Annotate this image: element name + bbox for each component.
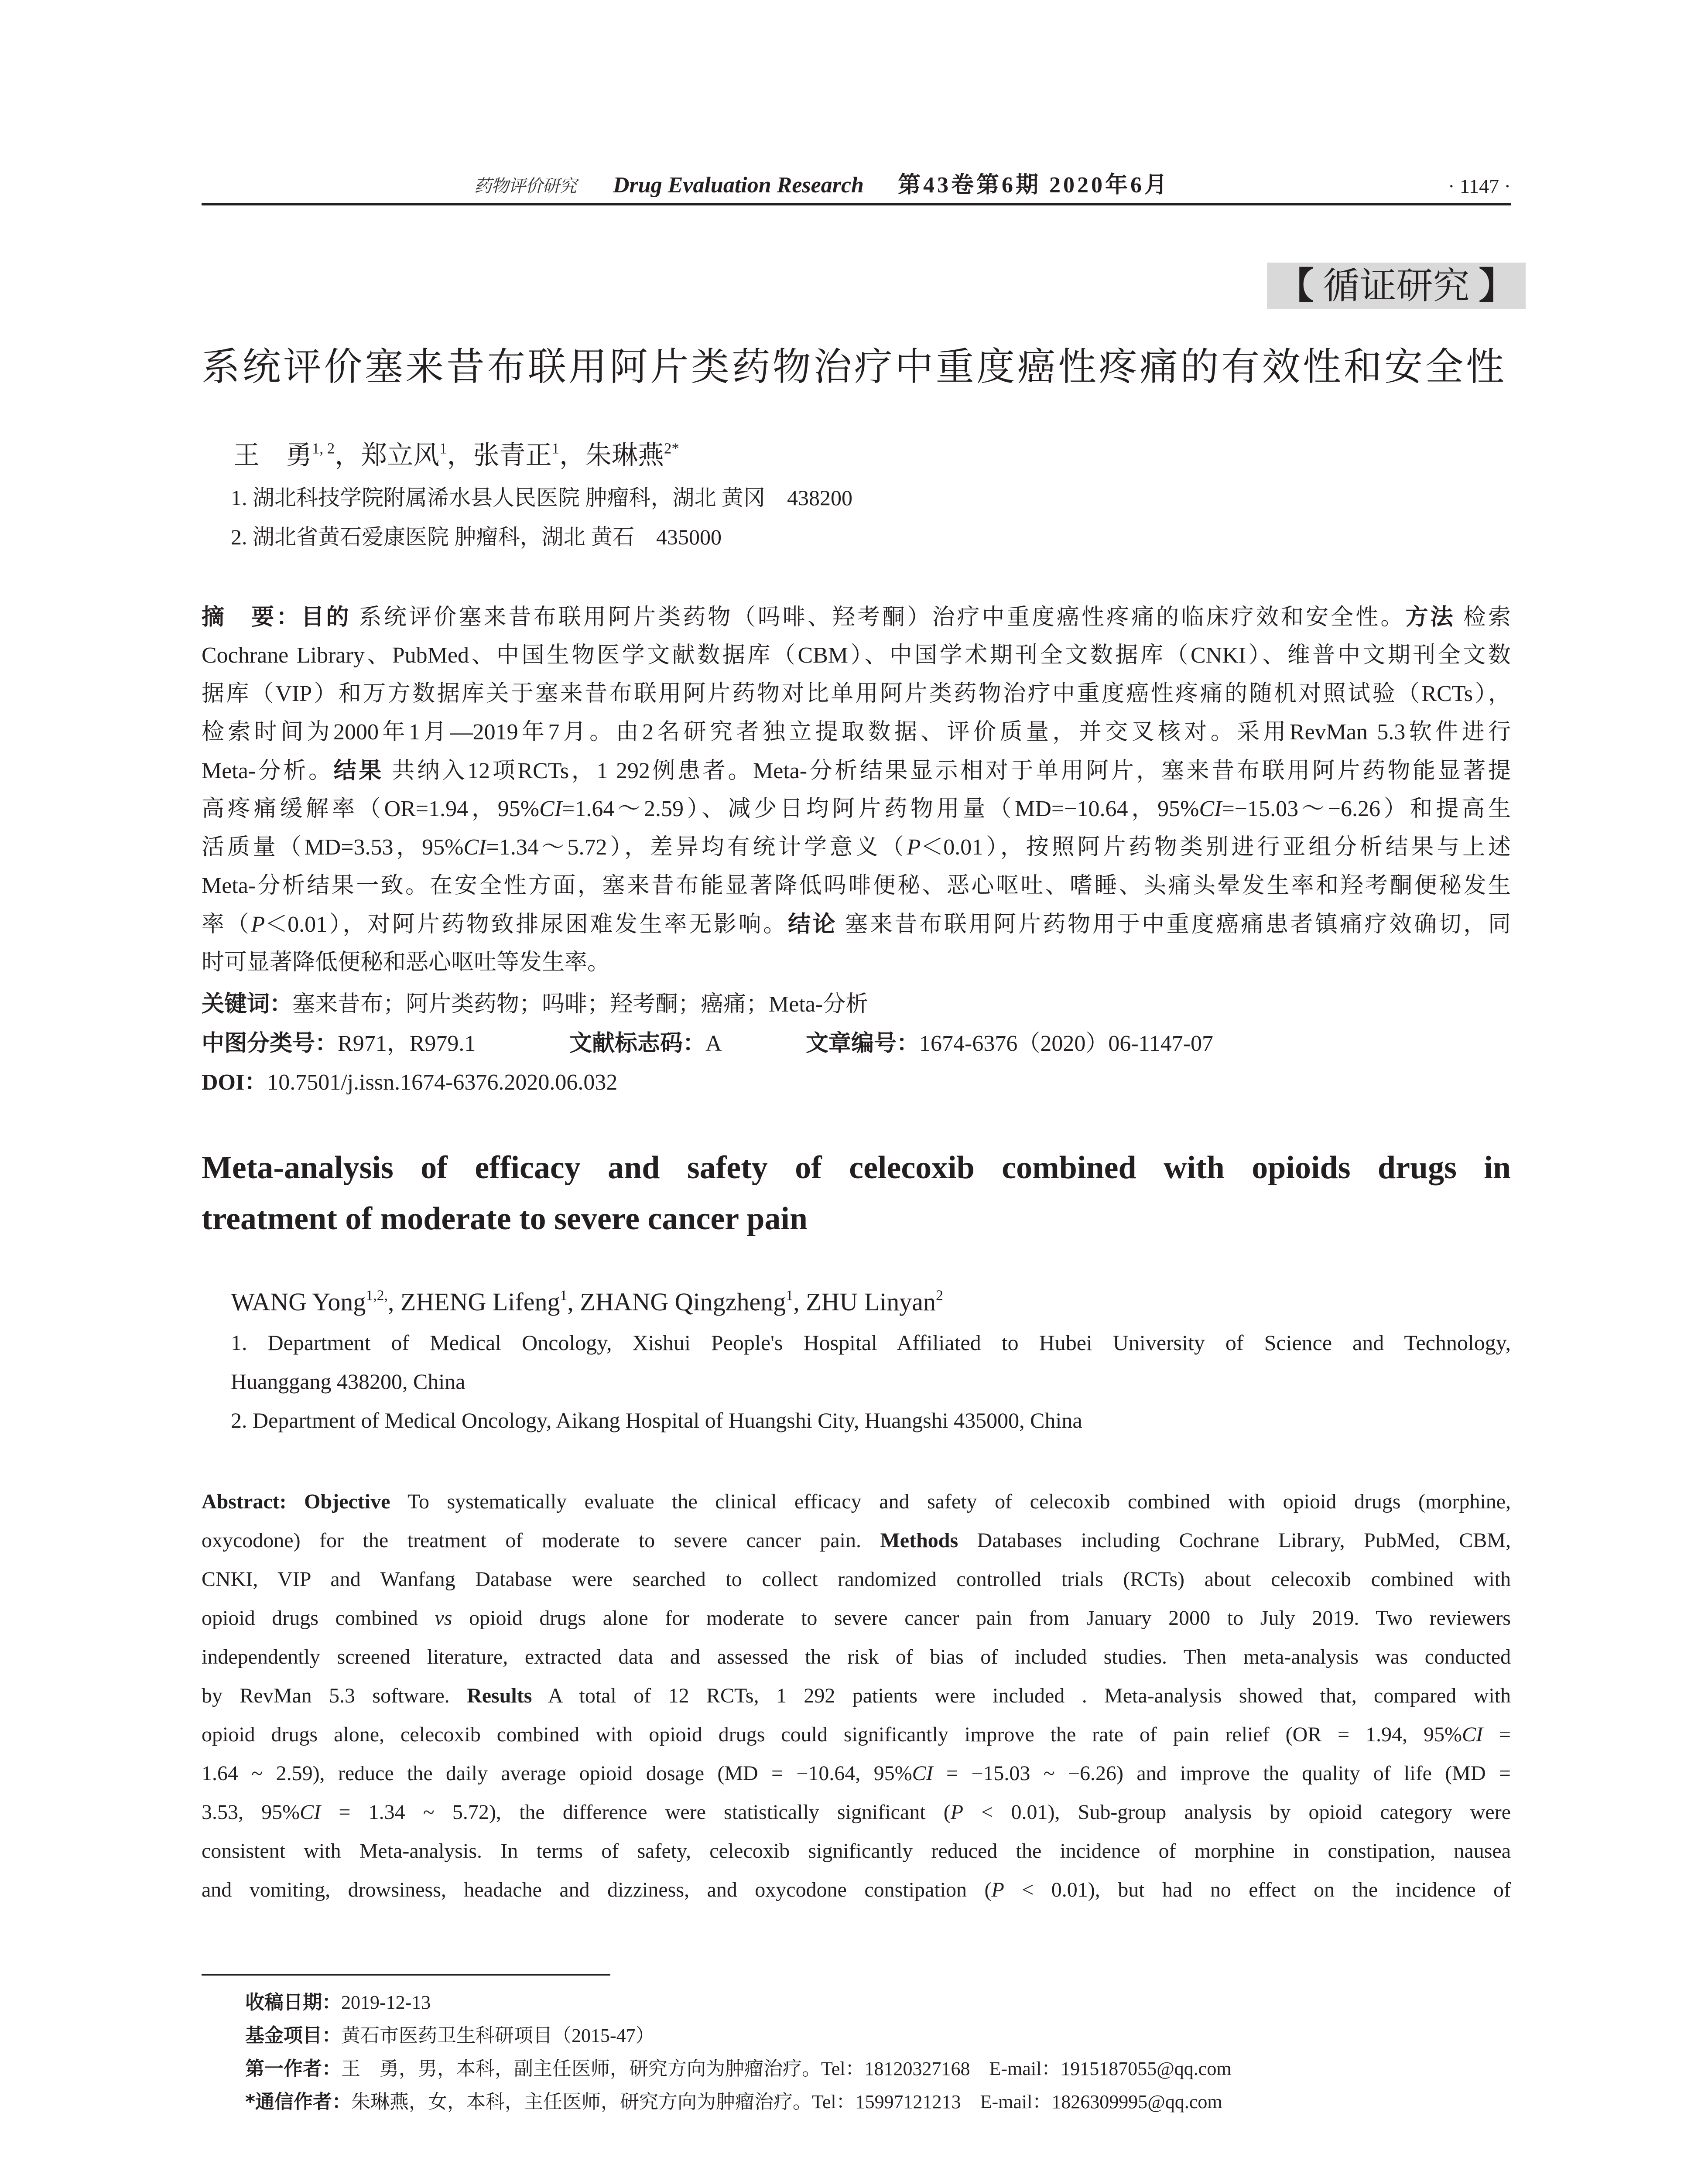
text-run: =1.64～2.59）、减少日均阿片药物用量（MD=−10.64，95% — [562, 797, 1199, 821]
text-run: vs — [435, 1607, 452, 1630]
text-run: = — [1483, 1723, 1511, 1746]
article-number-value: 1674-6376（2020）06-1147-07 — [919, 1031, 1214, 1056]
doi-line — [202, 1063, 1511, 1102]
text-run: Huanggang 438200, China — [231, 1369, 466, 1394]
text-run: ，朱琳燕 — [559, 441, 664, 470]
text-run: WANG Yong — [231, 1288, 366, 1316]
text-run: 1. 湖北科技学院附属浠水县人民医院 肿瘤科，湖北 黄冈 438200 — [231, 485, 852, 510]
text-run: 目的 — [301, 604, 351, 630]
text-run: 检索 — [1455, 605, 1511, 630]
doc-code-label: 文献标志码： — [569, 1030, 706, 1056]
abstract-en — [202, 1482, 1511, 1909]
abstract-en-line — [202, 1599, 1511, 1637]
text-run: CNKI, VIP and Wanfang Database were searched to collect randomized controlled trials (RCTs) about celecoxib combined with — [202, 1568, 1511, 1591]
text-run: by RevMan 5.3 software. — [202, 1684, 467, 1707]
article-number-group — [806, 1024, 1213, 1063]
keywords-line — [202, 985, 1511, 1024]
text-run: 率（ — [202, 912, 251, 937]
text-run: opioid drugs alone, celecoxib combined with opioid drugs could significantly improve the rate of pain relief (OR = 1.94, 95% — [202, 1723, 1462, 1746]
superscript: 1 — [551, 440, 560, 457]
footnote-rule — [202, 1974, 610, 1976]
footnote-label: 基金项目： — [245, 2024, 341, 2047]
abstract-cn-line — [202, 828, 1511, 867]
superscript: 1, 2 — [312, 440, 335, 457]
affiliations-cn — [231, 478, 1511, 557]
text-run: treatment of moderate to severe cancer pain — [202, 1201, 808, 1237]
text-run: independently screened literature, extracted data and assessed the risk of bias of included studies. Then meta-analysis was conducted — [202, 1645, 1511, 1668]
abstract-en-line — [202, 1832, 1511, 1870]
footnote-funding — [245, 2019, 1510, 2052]
abstract-cn-line — [202, 636, 1511, 675]
text-run: 高疼痛缓解率（OR=1.94，95% — [202, 797, 540, 821]
text-run: Meta-分析。 — [202, 759, 334, 783]
abstract-cn-line — [202, 675, 1511, 713]
journal-name: Drug Evaluation Research — [613, 173, 864, 198]
abstract-cn-line — [202, 713, 1511, 752]
text-run: A total of 12 RCTs, 1 292 patients were included . Meta-analysis showed that, compared with — [532, 1684, 1511, 1707]
text-run: Databases including Cochrane Library, PubMed, CBM, — [958, 1529, 1511, 1552]
superscript: 1 — [439, 440, 447, 457]
keywords-text: 塞来昔布；阿片类药物；吗啡；羟考酮；癌痛；Meta-分析 — [292, 992, 869, 1017]
text-run: 结果 — [333, 758, 384, 784]
abstract-en-line — [202, 1715, 1511, 1754]
text-run: 系统评价塞来昔布联用阿片类药物（吗啡、羟考酮）治疗中重度癌性疼痛的临床疗效和安全性。 — [351, 605, 1406, 630]
footnotes — [245, 1986, 1510, 2119]
text-run: 检索时间为2000年1月—2019年7月。由2名研究者独立提取数据、评价质量，并交叉核对。采用RevMan 5.3软件进行 — [202, 720, 1511, 745]
section-tag — [1267, 263, 1526, 309]
authors-en — [231, 1285, 943, 1320]
text-run: Meta-analysis of efficacy and safety of celecoxib combined with opioids drugs in — [202, 1150, 1511, 1186]
text-run: 摘 要： — [202, 604, 301, 630]
text-run: Methods — [880, 1529, 958, 1552]
footnote-received — [245, 1986, 1510, 2019]
abstract-en-line — [202, 1560, 1511, 1599]
footnote-label: 收稿日期： — [245, 1991, 341, 2013]
title-en — [202, 1142, 1511, 1244]
text-run: Abstract: Objective — [202, 1490, 390, 1513]
abstract-cn-line — [202, 867, 1511, 905]
text-run: and vomiting, drowsiness, headache and dizziness, and oxycodone constipation ( — [202, 1878, 992, 1901]
clc-label: 中图分类号： — [202, 1030, 338, 1056]
authors-cn — [233, 438, 679, 473]
superscript: 1 — [560, 1287, 568, 1304]
doc-code-group — [569, 1024, 722, 1063]
text-run: 】 — [1479, 264, 1516, 307]
text-run: 2. 湖北省黄石爱康医院 肿瘤科，湖北 黄石 435000 — [231, 525, 722, 549]
issue-info: 第43卷第6期 2020年6月 — [898, 173, 1170, 198]
abstract-cn — [202, 598, 1511, 982]
text-run: = −15.03 ~ −6.26) and improve the quality of life (MD = — [933, 1762, 1511, 1785]
text-run: opioid drugs combined — [202, 1607, 435, 1630]
text-run: 循证研究 — [1314, 266, 1479, 307]
text-run: 时可显著降低便秘和恶心呕吐等发生率。 — [202, 950, 610, 975]
abstract-en-line — [202, 1521, 1511, 1560]
text-run: P — [991, 1878, 1004, 1901]
text-run: 共纳入12项RCTs，1 292例患者。Meta-分析结果显示相对于单用阿片，塞来昔布联用阿片药物能显著提 — [383, 759, 1511, 783]
text-run: CI — [912, 1762, 933, 1785]
text-run: To systematically evaluate the clinical efficacy and safety of celecoxib combined with opioid drugs (morphine, — [390, 1490, 1511, 1513]
affiliations-en — [231, 1323, 1511, 1440]
text-run: CI — [1199, 797, 1222, 821]
text-run: Cochrane Library、PubMed、中国生物医学文献数据库（CBM）、中国学术期刊全文数据库（CNKI）、维普中文期刊全文数 — [202, 643, 1511, 668]
title-en-line — [202, 1193, 1511, 1244]
text-run: P — [907, 835, 921, 860]
abstract-en-line — [202, 1793, 1511, 1832]
abstract-cn-line — [202, 790, 1511, 828]
text-run: CI — [300, 1801, 321, 1824]
superscript: 2* — [664, 440, 679, 457]
text-run: ，张青正 — [447, 441, 552, 470]
text-run: =1.34～5.72），差异均有统计学意义（ — [486, 835, 907, 860]
footnote-text: 王 勇，男，本科，副主任医师，研究方向为肿瘤治疗。Tel：18120327168 E-mail：1915187055@qq.com — [341, 2058, 1232, 2079]
text-run: < 0.01), but had no effect on the incidence of — [1004, 1878, 1511, 1901]
text-run: CI — [463, 835, 486, 860]
text-run: CI — [539, 797, 562, 821]
title-en-line — [202, 1142, 1511, 1193]
text-run: consistent with Meta-analysis. In terms of safety, celecoxib significantly reduced the incidence of morphine in constipation, nausea — [202, 1839, 1511, 1863]
text-run: , ZHENG Lifeng — [387, 1288, 560, 1316]
footnote-text: 黄石市医药卫生科研项目（2015-47） — [341, 2025, 655, 2046]
affiliation-line — [231, 517, 1511, 557]
clc-group — [202, 1024, 476, 1063]
footnote-text: 朱琳燕，女，本科，主任医师，研究方向为肿瘤治疗。Tel：15997121213 E-mail：1826309995@qq.com — [351, 2091, 1222, 2113]
clc-value: R971，R979.1 — [338, 1031, 476, 1056]
doc-code-value: A — [705, 1031, 722, 1056]
affiliation-line — [231, 1362, 1511, 1401]
text-run: 活质量（MD=3.53，95% — [202, 835, 464, 860]
footnote-label: 第一作者： — [245, 2058, 341, 2080]
page-number: · 1147 · — [1448, 175, 1511, 197]
text-run: < 0.01), Sub-group analysis by opioid category were — [963, 1801, 1511, 1824]
footnote-label: *通信作者： — [245, 2091, 352, 2113]
text-run: P — [251, 912, 265, 937]
abstract-en-line — [202, 1637, 1511, 1676]
abstract-cn-line — [202, 752, 1511, 790]
text-run: Results — [467, 1684, 532, 1707]
text-run: 3.53, 95% — [202, 1801, 300, 1824]
affiliation-line — [231, 478, 1511, 517]
article-number-label: 文章编号： — [806, 1030, 920, 1056]
keywords-label: 关键词： — [202, 991, 293, 1017]
text-run: oxycodone) for the treatment of moderate to severe cancer pain. — [202, 1529, 880, 1552]
journal-logo: 药物评价研究 — [474, 176, 576, 196]
abstract-en-line — [202, 1870, 1511, 1909]
text-run: 据库（VIP）和万方数据库关于塞来昔布联用阿片药物对比单用阿片类药物治疗中重度癌性疼痛的随机对照试验（RCTs）， — [202, 681, 1511, 706]
footnote-first-author — [245, 2052, 1510, 2085]
text-run: 王 勇 — [233, 441, 312, 470]
text-run: = 1.34 ~ 5.72), the difference were statistically significant ( — [321, 1801, 951, 1824]
article-meta — [202, 985, 1511, 1102]
abstract-en-line — [202, 1754, 1511, 1793]
text-run: 塞来昔布联用阿片药物用于中重度癌痛患者镇痛疗效确切，同 — [837, 912, 1511, 937]
doi-value: 10.7501/j.issn.1674-6376.2020.06.032 — [267, 1070, 618, 1095]
abstract-cn-line — [202, 944, 1511, 982]
superscript: 1,2, — [366, 1287, 388, 1304]
text-run: , ZHANG Qingzheng — [567, 1288, 786, 1316]
text-run: 结论 — [787, 911, 838, 937]
text-run: , ZHU Linyan — [793, 1288, 936, 1316]
title-cn: 系统评价塞来昔布联用阿片类药物治疗中重度癌性疼痛的有效性和安全性 — [202, 346, 1504, 389]
affiliation-line — [231, 1323, 1511, 1362]
text-run: CI — [1462, 1723, 1483, 1746]
text-run: 方法 — [1405, 604, 1455, 630]
footnote-text: 2019-12-13 — [341, 1992, 431, 2013]
text-run: ，郑立风 — [335, 441, 440, 470]
text-run: Meta-分析结果一致。在安全性方面，塞来昔布能显著降低吗啡便秘、恶心呕吐、嗜睡、头痛头晕发生率和羟考酮便秘发生 — [202, 873, 1511, 898]
abstract-en-line — [202, 1676, 1511, 1715]
superscript: 1 — [786, 1287, 794, 1304]
text-run: 【 — [1277, 264, 1314, 307]
affiliation-line — [231, 1401, 1511, 1440]
abstract-cn-line — [202, 905, 1511, 944]
text-run: =−15.03～−6.26）和提高生 — [1222, 797, 1511, 821]
text-run: 2. Department of Medical Oncology, Aikang Hospital of Huangshi City, Huangshi 435000, China — [231, 1408, 1082, 1432]
text-run: ＜0.01），对阿片药物致排尿困难发生率无影响。 — [265, 912, 788, 937]
doi-label: DOI： — [202, 1070, 267, 1095]
footnote-corresponding-author — [245, 2085, 1510, 2119]
header-rule — [202, 203, 1511, 205]
text-run: 1.64 ~ 2.59), reduce the daily average opioid dosage (MD = −10.64, 95% — [202, 1762, 912, 1785]
abstract-en-line — [202, 1482, 1511, 1521]
text-run: opioid drugs alone for moderate to severe cancer pain from January 2000 to July 2019. Two reviewers — [452, 1607, 1511, 1630]
classification-line — [202, 1024, 1511, 1063]
superscript: 2 — [936, 1287, 943, 1304]
abstract-cn-line — [202, 598, 1511, 636]
text-run: ＜0.01），按照阿片药物类别进行亚组分析结果与上述 — [921, 835, 1511, 860]
text-run: P — [950, 1801, 964, 1824]
text-run: 1. Department of Medical Oncology, Xishui People's Hospital Affiliated to Hubei University of Science and Technology, — [231, 1330, 1511, 1355]
